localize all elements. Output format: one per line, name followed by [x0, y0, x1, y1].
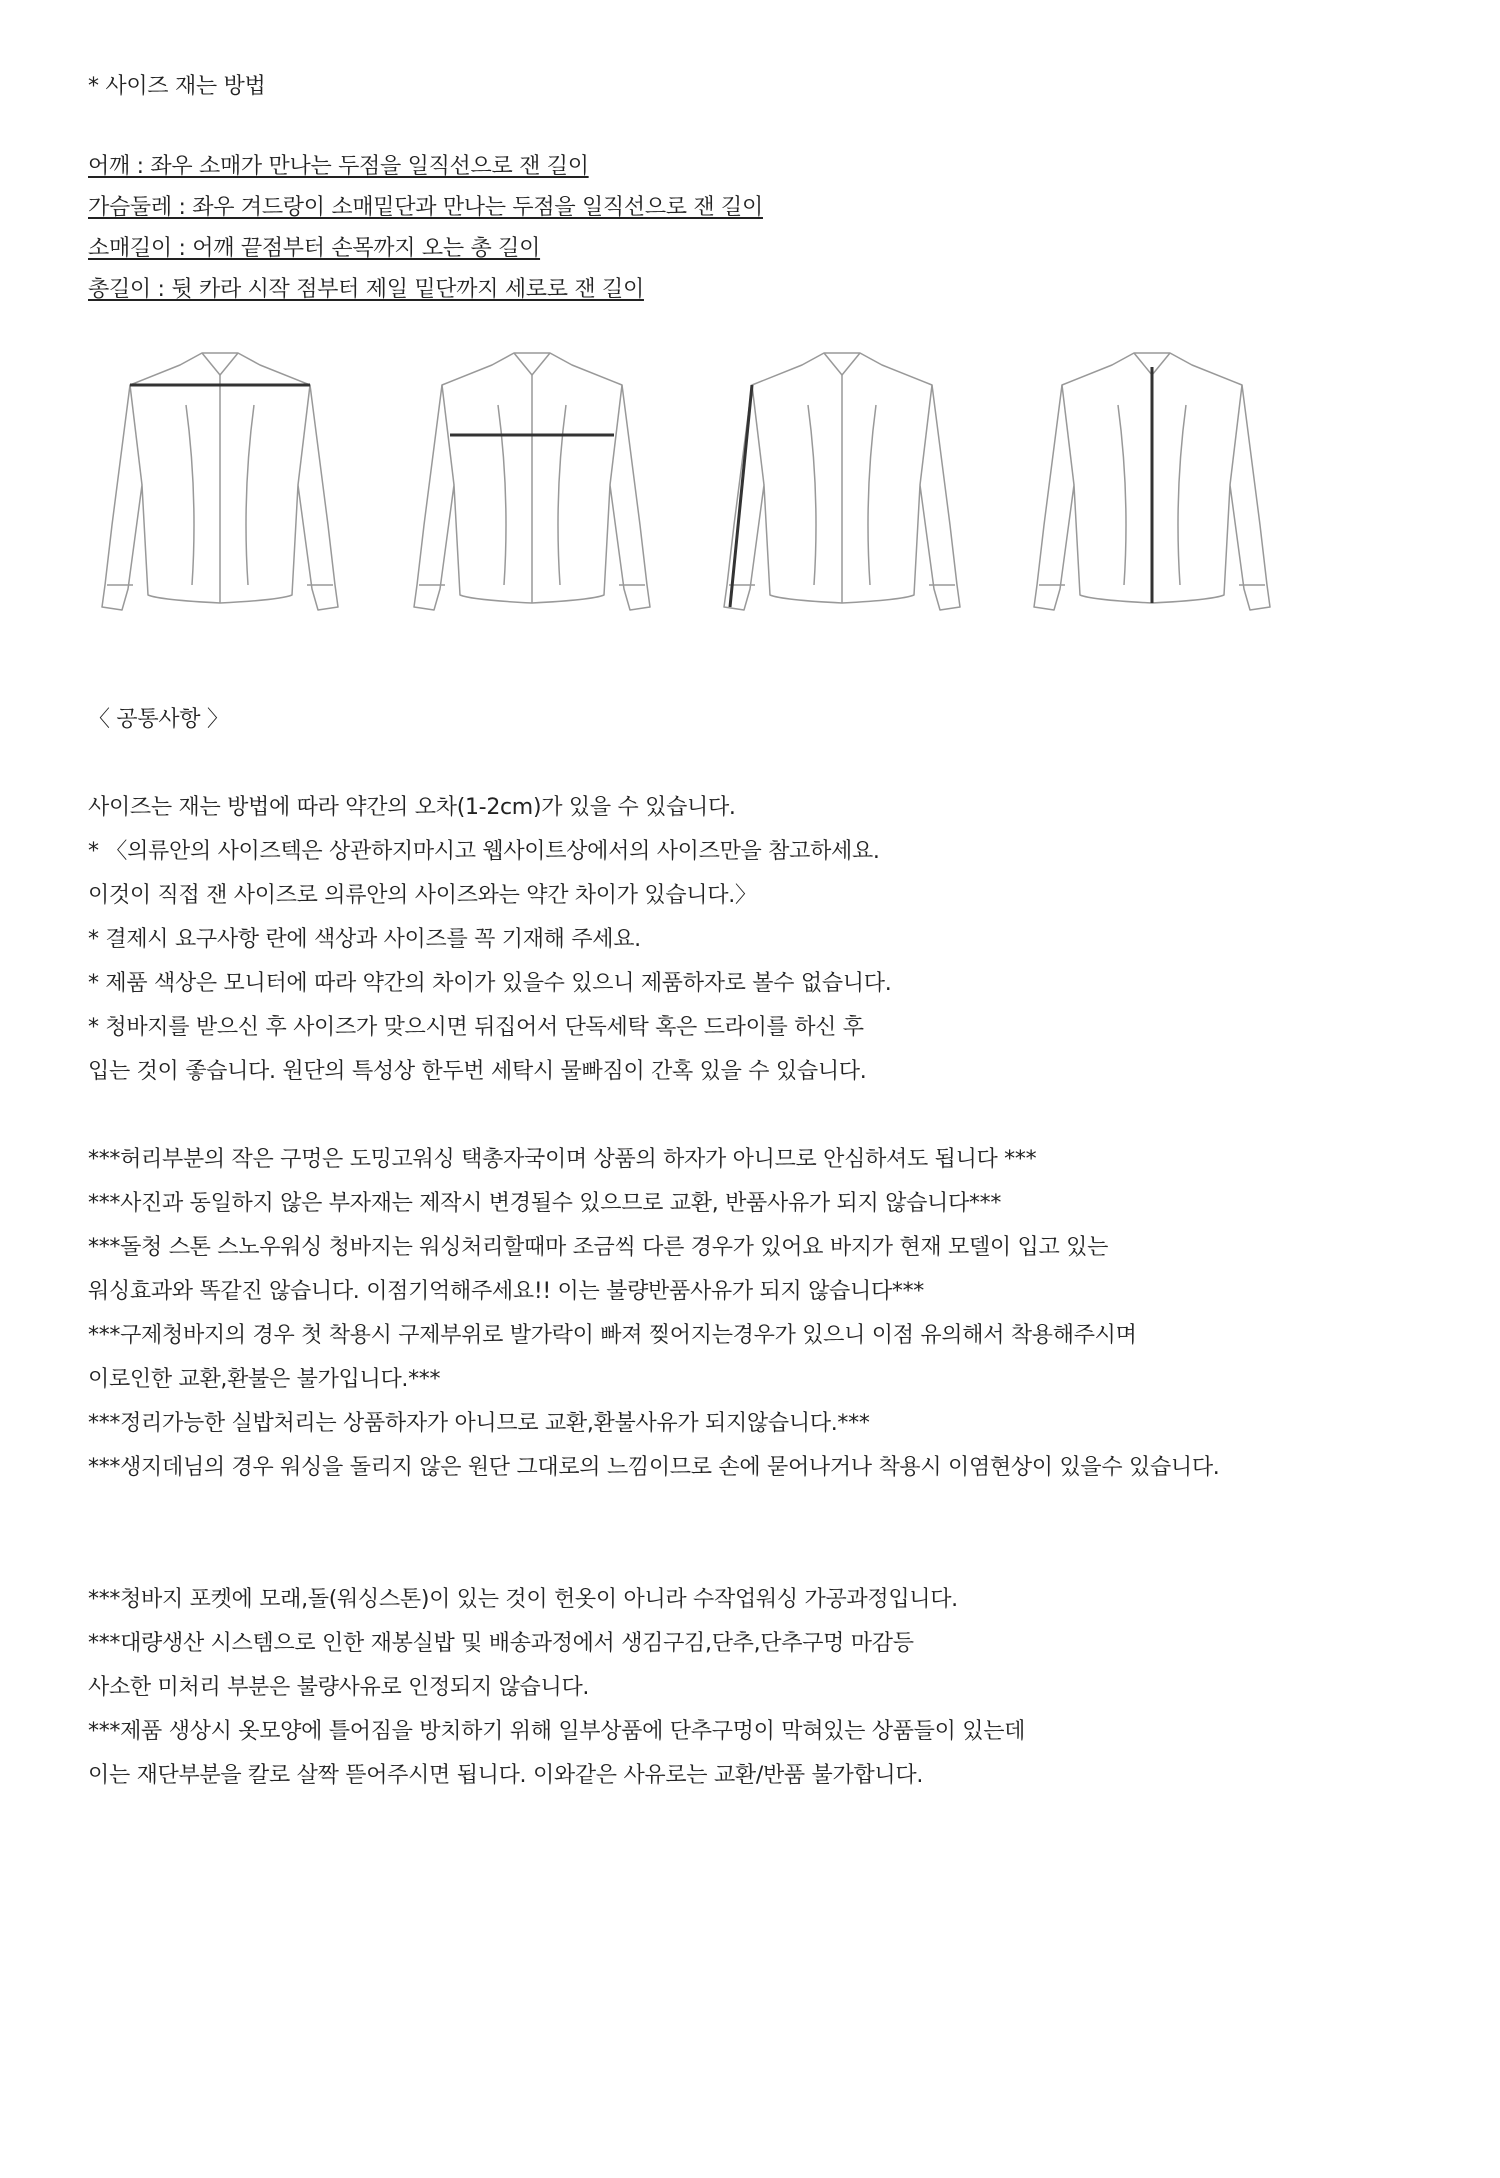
chest-diagram — [392, 345, 672, 625]
warning-line: 워싱효과와 똑같진 않습니다. 이점기억해주세요!! 이는 불량반품사유가 되지 않습니다*** — [88, 1279, 925, 1304]
process-line: 사소한 미처리 부분은 불량사유로 인정되지 않습니다. — [88, 1675, 590, 1700]
measurement-diagrams — [80, 345, 1300, 625]
process-line: ***청바지 포켓에 모래,돌(워싱스톤)이 있는 것이 헌옷이 아니라 수작업워싱 가공과정입니다. — [88, 1587, 958, 1612]
process-line: ***제품 생상시 옷모양에 틀어짐을 방치하기 위해 일부상품에 단추구멍이 막혀있는 상품들이 있는데 — [88, 1719, 1026, 1744]
shoulder-diagram — [80, 345, 360, 625]
note-line: 이것이 직접 잰 사이즈로 의류안의 사이즈와는 약간 차이가 있습니다.〉 — [88, 883, 757, 908]
process-line: ***대량생산 시스템으로 인한 재봉실밥 및 배송과정에서 생김구김,단추,단추구멍 마감등 — [88, 1631, 914, 1656]
warning-line: ***정리가능한 실밥처리는 상품하자가 아니므로 교환,환불사유가 되지않습니다.*** — [88, 1411, 870, 1436]
warning-line: 이로인한 교환,환불은 불가입니다.*** — [88, 1367, 441, 1392]
note-line: * 결제시 요구사항 란에 색상과 사이즈를 꼭 기재해 주세요. — [88, 927, 641, 952]
warning-line: ***구제청바지의 경우 첫 착용시 구제부위로 발가락이 빠져 찢어지는경우가 있으니 이점 유의해서 착용해주시며 — [88, 1323, 1137, 1348]
shirt-shoulder-icon — [80, 345, 360, 625]
measure-item-chest: 가슴둘레 : 좌우 겨드랑이 소매밑단과 만나는 두점을 일직선으로 잰 길이 — [88, 195, 763, 220]
measure-item-length: 총길이 : 뒷 카라 시작 점부터 제일 밑단까지 세로로 잰 길이 — [88, 277, 644, 302]
note-line: * 〈의류안의 사이즈텍은 상관하지마시고 웹사이트상에서의 사이즈만을 참고하세요. — [88, 839, 880, 864]
sleeve-diagram — [702, 345, 982, 625]
process-line: 이는 재단부분을 칼로 살짝 뜯어주시면 됩니다. 이와같은 사유로는 교환/반품 불가합니다. — [88, 1763, 924, 1788]
measure-title: * 사이즈 재는 방법 — [88, 74, 266, 99]
warning-line: ***돌청 스톤 스노우워싱 청바지는 워싱처리할때마 조금씩 다른 경우가 있어요 바지가 현재 모델이 입고 있는 — [88, 1235, 1109, 1260]
note-line: 입는 것이 좋습니다. 원단의 특성상 한두번 세탁시 물빠짐이 간혹 있을 수 있습니다. — [88, 1059, 867, 1084]
warning-line: ***사진과 동일하지 않은 부자재는 제작시 변경될수 있으므로 교환, 반품사유가 되지 않습니다*** — [88, 1191, 1002, 1216]
measure-item-sleeve: 소매길이 : 어깨 끝점부터 손목까지 오는 총 길이 — [88, 236, 541, 261]
note-line: * 청바지를 받으신 후 사이즈가 맞으시면 뒤집어서 단독세탁 혹은 드라이를 하신 후 — [88, 1015, 864, 1040]
note-line: 사이즈는 재는 방법에 따라 약간의 오차(1-2cm)가 있을 수 있습니다. — [88, 795, 736, 820]
shirt-sleeve-icon — [702, 345, 982, 625]
measure-item-shoulder: 어깨 : 좌우 소매가 만나는 두점을 일직선으로 잰 길이 — [88, 154, 589, 179]
length-diagram — [1012, 345, 1292, 625]
shirt-chest-icon — [392, 345, 672, 625]
note-line: * 제품 색상은 모니터에 따라 약간의 차이가 있을수 있으니 제품하자로 볼수 없습니다. — [88, 971, 892, 996]
warning-line: ***허리부분의 작은 구멍은 도밍고워싱 택총자국이며 상품의 하자가 아니므로 안심하셔도 됩니다 *** — [88, 1147, 1037, 1172]
warning-line: ***생지데님의 경우 워싱을 돌리지 않은 원단 그대로의 느낌이므로 손에 묻어나거나 착용시 이염현상이 있을수 있습니다. — [88, 1455, 1220, 1480]
shirt-length-icon — [1012, 345, 1292, 625]
common-heading: 〈 공통사항 〉 — [88, 707, 229, 732]
